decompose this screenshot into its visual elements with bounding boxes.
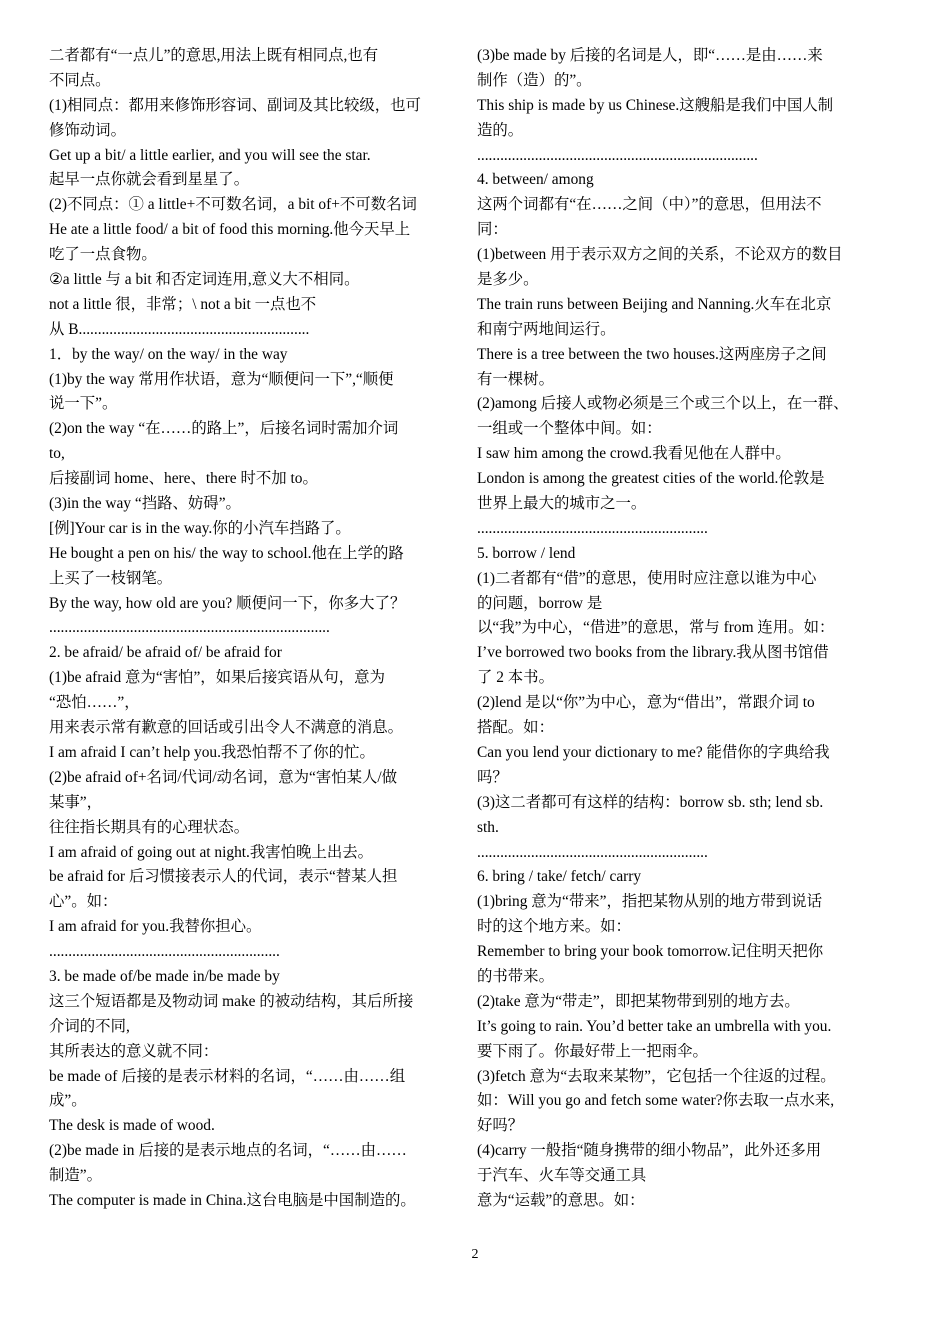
text-line: 修饰动词。 — [49, 121, 126, 139]
text-line: 二者都有“一点儿”的意思,用法上既有相同点,也有 — [49, 47, 379, 64]
text-line: ②a little 与 a bit 和否定词连用,意义大不相同。 — [49, 271, 360, 289]
text-line: Can you lend your dictionary to me? 能借你的字典给我 — [477, 743, 830, 761]
text-line: 这三个短语都是及物动词 make 的被动结构，其后所接 — [49, 992, 414, 1010]
text-line: (2)on the way “在……的路上”，后接名词时需加介词 — [49, 420, 399, 438]
text-line: (2)lend 是以“你”为中心，意为“借出”，常跟介词 to — [477, 694, 815, 712]
text-line: ......................................................................... — [49, 619, 330, 637]
text-line: 世界上最大的城市之一。 — [477, 495, 647, 513]
text-line: (3)fetch 意为“去取来某物”，它包括一个往返的过程。 — [477, 1067, 836, 1085]
text-line: (3)in the way “挡路、妨碍”。 — [49, 495, 241, 513]
text-line: “恐怕……”， — [49, 694, 140, 712]
text-line: (1)相同点：都用来修饰形容词、副词及其比较级，也可 — [49, 96, 421, 114]
text-line: 是多少。 — [477, 271, 539, 289]
text-line: 造的。 — [477, 121, 524, 139]
text-line: I am afraid for you.我替你担心。 — [49, 918, 262, 936]
text-line: 要下雨了。你最好带上一把雨伞。 — [477, 1042, 708, 1060]
text-line: (2)不同点：① a little+不可数名词，a bit of+不可数名词 — [49, 196, 417, 214]
text-line: not a little 很，非常；\ not a bit 一点也不 — [49, 295, 317, 313]
text-line: 上买了一枝钢笔。 — [49, 569, 173, 587]
text-line: 和南宁两地间运行。 — [477, 320, 616, 338]
text-line: I’ve borrowed two books from the library.我从图书馆借 — [477, 644, 829, 662]
text-line: 好吗？ — [477, 1117, 524, 1135]
text-line: 起早一点你就会看到星星了。 — [49, 171, 250, 189]
text-line: ............................................................ — [49, 943, 280, 961]
text-line: 同： — [477, 221, 508, 239]
text-line: ............................................................ — [477, 519, 708, 537]
text-line: (3)be made by 后接的名词是人，即“……是由……来 — [477, 47, 823, 64]
text-line: I am afraid I can’t help you.我恐怕帮不了你的忙。 — [49, 743, 375, 761]
text-line: 的问题，borrow 是 — [477, 594, 603, 612]
text-line: 3. be made of/be made in/be made by — [49, 967, 280, 985]
text-line: 吗？ — [477, 768, 508, 786]
text-line: sth. — [477, 818, 499, 836]
text-line: 搭配。如： — [477, 719, 554, 737]
text-line: 成”。 — [49, 1092, 87, 1110]
text-line: The train runs between Beijing and Nanning.火车在北京 — [477, 295, 832, 313]
text-line: be afraid for 后习惯接表示人的代词，表示“替某人担 — [49, 868, 398, 886]
text-line: 制作（造）的”。 — [477, 71, 592, 89]
text-line: be made of 后接的是表示材料的名词，“……由……组 — [49, 1067, 406, 1085]
text-line: 说一下”。 — [49, 395, 118, 413]
text-line: (3)这二者都可有这样的结构：borrow sb. sth; lend sb. — [477, 793, 824, 811]
text-line: He bought a pen on his/ the way to school.他在上学的路 — [49, 544, 404, 562]
text-line: 意为“运载”的意思。如： — [477, 1191, 645, 1209]
text-line: I am afraid of going out at night.我害怕晚上出去。 — [49, 843, 374, 861]
text-line: 往往指长期具有的心理状态。 — [49, 818, 250, 836]
text-line: 6. bring / take/ fetch/ carry — [477, 868, 642, 886]
text-line: (4)carry 一般指“随身携带的细小物品”，此外还多用 — [477, 1142, 822, 1160]
text-line: I saw him among the crowd.我看见他在人群中。 — [477, 445, 791, 463]
text-line: There is a tree between the two houses.这两座房子之间 — [477, 345, 827, 363]
text-line: 心”。如： — [49, 893, 118, 911]
text-line: The desk is made of wood. — [49, 1117, 215, 1135]
text-line: London is among the greatest cities of the world.伦敦是 — [477, 470, 825, 488]
right-column — [477, 44, 877, 1214]
text-line: 不同点。 — [49, 71, 111, 89]
text-line: (2)among 后接人或物必须是三个或三个以上，在一群、 — [477, 395, 849, 413]
text-line: (1)be afraid 意为“害怕”，如果后接宾语从句，意为 — [49, 669, 385, 687]
text-line: 一组或一个整体中间。如： — [477, 420, 662, 438]
text-line: (2)be afraid of+名词/代词/动名词，意为“害怕某人/做 — [49, 768, 398, 786]
text-line: 从 B............................................................ — [49, 320, 310, 338]
text-line: 的书带来。 — [477, 967, 554, 985]
text-line: (1)by the way 常用作状语，意为“顺便问一下”,“顺便 — [49, 370, 394, 388]
text-line: (1)bring 意为“带来”，指把某物从别的地方带到说话 — [477, 893, 822, 911]
text-line: By the way, how old are you? 顺便问一下，你多大了？ — [49, 594, 406, 612]
text-line: 介词的不同, — [49, 1017, 130, 1035]
text-line: 如：Will you go and fetch some water?你去取一点水来, — [477, 1092, 835, 1110]
text-line: 1．by the way/ on the way/ in the way — [49, 345, 288, 363]
text-line: It’s going to rain. You’d better take an umbrella with you. — [477, 1017, 832, 1035]
text-line: This ship is made by us Chinese.这艘船是我们中国人制 — [477, 96, 834, 114]
text-line: ............................................................ — [477, 843, 708, 861]
text-line: to, — [49, 445, 65, 463]
text-line: 后接副词 home、here、there 时不加 to。 — [49, 470, 318, 488]
text-line: 吃了一点食物。 — [49, 246, 157, 264]
text-line: 这两个词都有“在……之间（中）”的意思，但用法不 — [477, 196, 822, 214]
text-line: Get up a bit/ a little earlier, and you will see the star. — [49, 146, 371, 164]
text-line: 某事”， — [49, 793, 103, 811]
text-line: 有一棵树。 — [477, 370, 554, 388]
text-line: The computer is made in China.这台电脑是中国制造的。 — [49, 1191, 416, 1209]
text-line: 时的这个地方来。如： — [477, 918, 631, 936]
text-line: 了 2 本书。 — [477, 669, 554, 687]
text-line: 4. between/ among — [477, 171, 594, 189]
left-column — [49, 44, 449, 1214]
text-line: 用来表示常有歉意的回话或引出令人不满意的消息。 — [49, 719, 403, 737]
text-line: Remember to bring your book tomorrow.记住明天把你 — [477, 943, 824, 961]
text-line: 其所表达的意义就不同： — [49, 1042, 219, 1060]
text-line: (1)二者都有“借”的意思，使用时应注意以谁为中心 — [477, 569, 817, 587]
text-line: 以“我”为中心，“借进”的意思，常与 from 连用。如： — [477, 619, 835, 637]
text-line: 2. be afraid/ be afraid of/ be afraid for — [49, 644, 282, 662]
text-line: (1)between 用于表示双方之间的关系，不论双方的数目 — [477, 246, 843, 264]
page-number: 2 — [471, 1247, 479, 1262]
text-line: ......................................................................... — [477, 146, 758, 164]
text-line: 制造”。 — [49, 1167, 103, 1185]
text-line: [例]Your car is in the way.你的小汽车挡路了。 — [49, 519, 351, 537]
text-line: (2)take 意为“带走”，即把某物带到别的地方去。 — [477, 992, 800, 1010]
text-line: (2)be made in 后接的是表示地点的名词，“……由…… — [49, 1142, 407, 1160]
text-line: He ate a little food/ a bit of food this morning.他今天早上 — [49, 221, 411, 239]
text-line: 5. borrow / lend — [477, 544, 576, 562]
text-line: 于汽车、火车等交通工具 — [477, 1167, 647, 1185]
